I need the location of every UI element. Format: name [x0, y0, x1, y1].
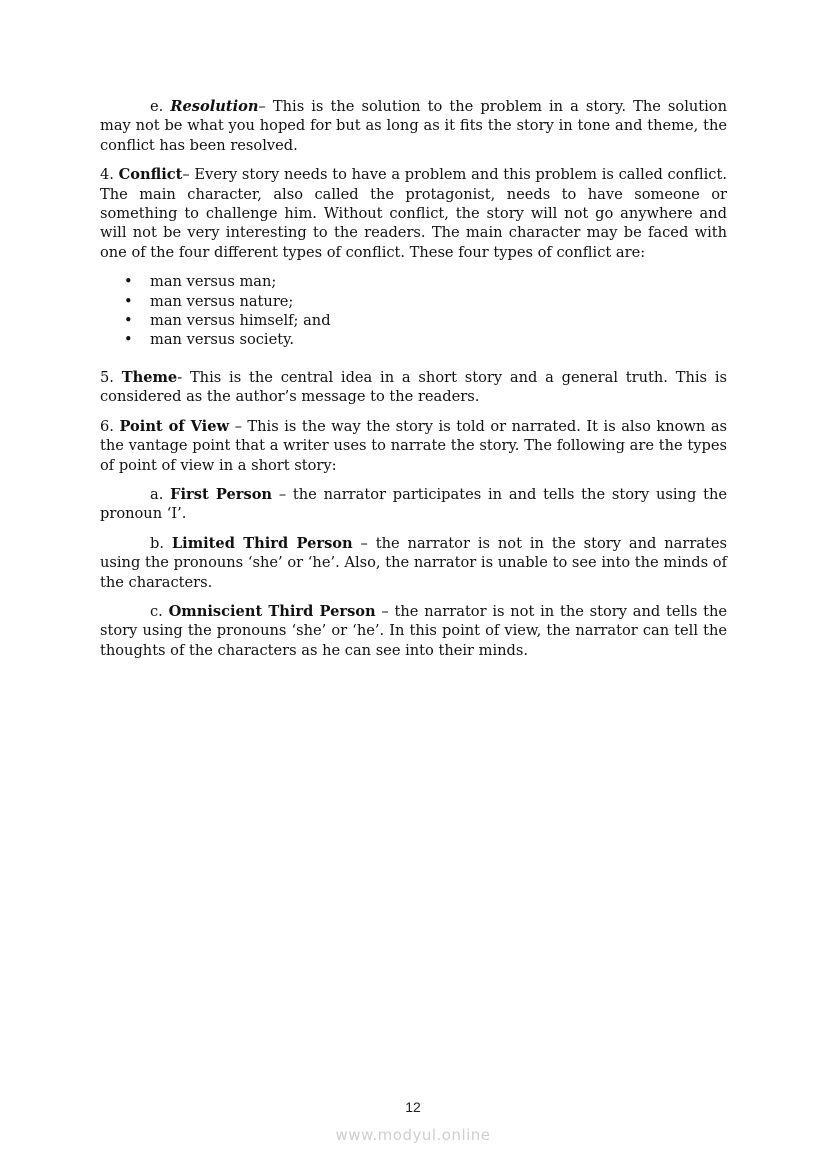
conflict-type-text: man versus society. — [150, 331, 295, 349]
first-person-paragraph — [100, 485, 727, 524]
conflict-type-text: man versus nature; — [150, 292, 294, 310]
bullet-icon: • — [124, 273, 133, 291]
list-item — [100, 292, 727, 311]
page-content — [100, 97, 727, 670]
omniscient-third-prefix: c. — [150, 602, 169, 620]
omniscient-third-text: – the narrator is not in the story and tells the story using the pronouns ‘she’ or ‘he’. In this point of view, the narrator can tell the thoughts of the characters as he can see into their minds. — [100, 602, 727, 659]
resolution-prefix: e. — [150, 98, 171, 115]
theme-prefix: 5. — [100, 368, 122, 386]
conflict-type-text: man versus himself; and — [150, 312, 331, 330]
point-of-view-paragraph — [100, 417, 727, 475]
bullet-icon: • — [124, 292, 133, 310]
watermark: www.modyul.online — [335, 1126, 491, 1144]
resolution-term: Resolution — [170, 98, 259, 115]
conflict-type-text: man versus man; — [150, 273, 277, 291]
point-of-view-text: – This is the way the story is told or narrated. It is also known as the vantage point that a writer uses to narrate the story. The following are the types of point of view in a short story: — [100, 417, 728, 474]
limited-third-prefix: b. — [150, 534, 172, 552]
point-of-view-prefix: 6. — [100, 417, 120, 435]
conflict-term: Conflict — [118, 166, 183, 184]
limited-third-text: – the narrator is not in the story and narrates using the pronouns ‘she’ or ‘he’. Also, the narrator is unable to see into the minds of the characters. — [100, 534, 727, 591]
list-item — [100, 330, 727, 349]
first-person-prefix: a. — [150, 485, 171, 503]
point-of-view-term: Point of View — [119, 417, 230, 435]
resolution-paragraph — [100, 97, 727, 155]
conflict-types-list — [100, 272, 727, 350]
list-item — [100, 311, 727, 330]
bullet-icon: • — [124, 312, 133, 330]
resolution-text: – This is the solution to the problem in a story. The solution may not be what you hoped for but as long as it fits the story in tone and theme, the conflict has been resolved. — [100, 98, 727, 154]
bullet-icon: • — [124, 331, 133, 349]
omniscient-third-term: Omniscient Third Person — [168, 602, 376, 620]
conflict-prefix: 4. — [100, 166, 119, 184]
first-person-term: First Person — [170, 485, 273, 503]
first-person-text: – the narrator participates in and tells the story using the pronoun ‘I’. — [100, 485, 728, 523]
theme-text: - This is the central idea in a short story and a general truth. This is considered as the author’s message to the readers. — [100, 368, 727, 406]
theme-term: Theme — [121, 368, 178, 386]
limited-third-term: Limited Third Person — [171, 534, 353, 552]
conflict-paragraph — [100, 165, 727, 262]
page-number: 12 — [405, 1099, 421, 1115]
limited-third-person-paragraph — [100, 534, 727, 592]
conflict-text: – Every story needs to have a problem and this problem is called conflict. The main character, also called the protagonist, needs to have someone or something to challenge him. Without conflict, the story will not go anywhere and will not be very interesting to the readers. The main character may be faced with one of the four different types of conflict. These four types of conflict are: — [100, 166, 727, 261]
omniscient-third-person-paragraph — [100, 602, 727, 660]
theme-paragraph — [100, 368, 727, 407]
list-item — [100, 272, 727, 291]
